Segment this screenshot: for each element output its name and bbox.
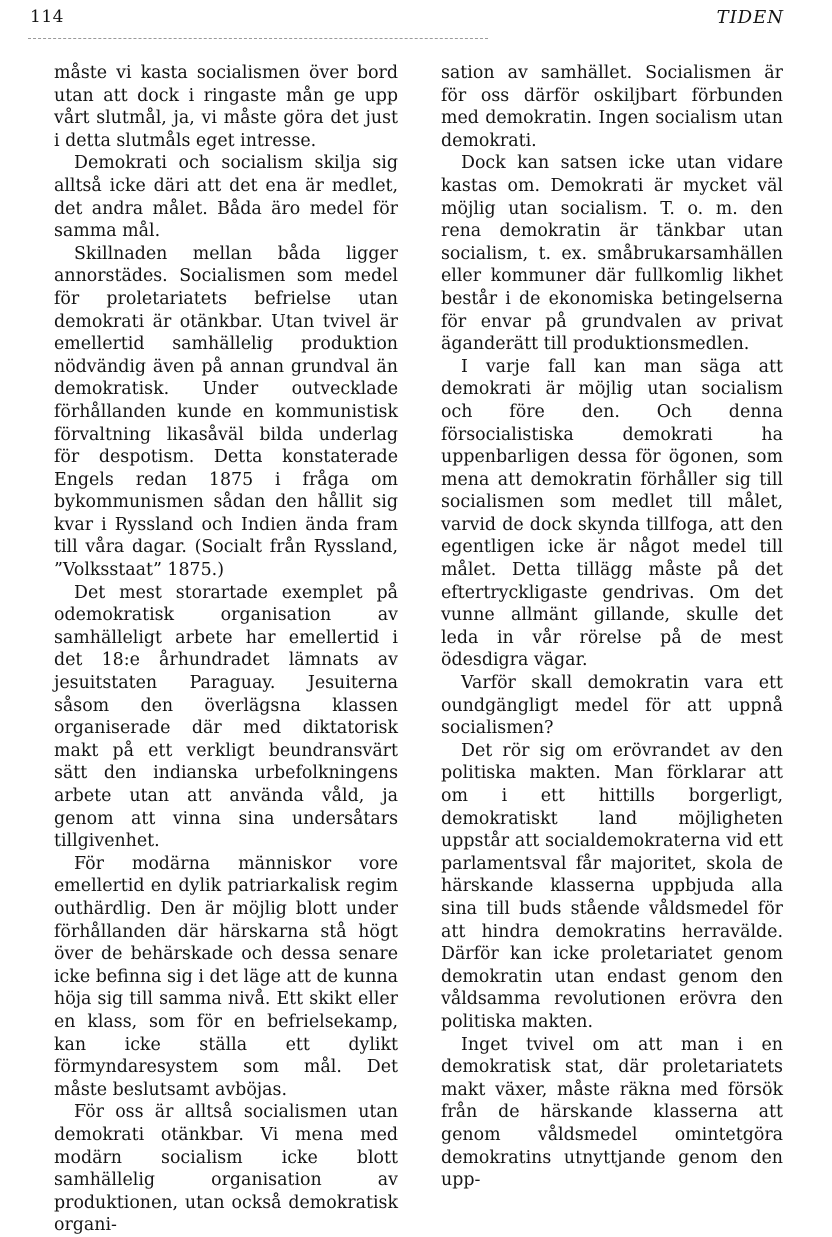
page-number: 114	[30, 7, 64, 27]
paragraph: Dock kan satsen icke utan vidare kastas om. Demokrati är mycket väl möjlig utan socialism. T. o. m. den rena demokratin är tänkbar utan socialism, t. ex. småbrukarsamhällen eller kommuner där fullkomlig likhet består i de ekonomiska betingelserna för envar på grundvalen av privat äganderätt till produktionsmedlen.	[441, 153, 783, 355]
paragraph: Skillnaden mellan båda ligger annorstädes. Socialismen som medel för proletariatets befrielse utan demokrati är otänkbar. Utan tvivel är emellertid samhällelig produktion nödvändig även på annan grundval än demokratisk. Under outvecklade förhållanden kunde en kommunistisk förvaltning likasåväl bilda underlag för despotism. Detta konstaterade Engels redan 1875 i fråga om bykommunismen sådan den hållit sig kvar i Ryssland och Indien ända fram till våra dagar. (Socialt från Ryssland, ”Volksstaat” 1875.)	[54, 243, 398, 581]
paragraph: Demokrati och socialism skilja sig alltså icke däri att det ena är medlet, det andra målet. Båda äro medel för samma mål.	[54, 153, 398, 242]
paragraph: måste vi kasta socialismen över bord utan att dock i ringaste mån ge upp vårt slutmål, ja, vi måste göra det just i detta slutmåls eget intresse.	[54, 63, 398, 151]
paragraph: Det mest storartade exemplet på odemokratisk organisation av samhälleligt arbete har emellertid i det 18:e århundradet lämnats av jesuitstaten Paraguay. Jesuiterna såsom den överlägsna klassen organiserade där med diktatorisk makt på ett verkligt beundransvärt sätt den indianska urbefolkningens arbete utan att använda våld, ja genom att vinna sina undersåtars tillgivenhet.	[54, 582, 398, 852]
paragraph: sation av samhället. Socialismen är för oss därför oskiljbart förbunden med demokratin. Ingen socialism utan demokrati.	[441, 63, 783, 151]
header-rule	[28, 38, 488, 39]
left-column	[54, 62, 398, 1237]
paragraph: För modärna människor vore emellertid en dylik patriarkalisk regim outhärdlig. Den är möjlig blott under förhållanden där härskarna stå högt över de behärskade och dessa senare icke befinna sig i det läge att de kunna höja sig till samma nivå. Ett skikt eller en klass, som för en befrielsekamp, kan icke ställa ett dylikt förmyndaresystem som mål. Det måste beslutsamt avböjas.	[54, 853, 398, 1100]
journal-title: TIDEN	[716, 7, 784, 28]
paragraph: Inget tvivel om att man i en demokratisk stat, där proletariatets makt växer, måste räkna med försök från de härskande klasserna att genom våldsmedel omintetgöra demokratins utnyttjande genom den upp-	[441, 1034, 783, 1191]
right-column	[441, 62, 783, 1192]
paragraph: Det rör sig om erövrandet av den politiska makten. Man förklarar att om i ett hittills borgerligt, demokratiskt land möjligheten uppstår att socialdemokraterna vid ett parlamentsval får majoritet, skola de härskande klasserna uppbjuda alla sina till buds stående våldsmedel för att hindra demokratins herravälde. Därför kan icke proletariatet genom demokratin utan endast genom den våldsamma revolutionen erövra den politiska makten.	[441, 740, 783, 1032]
paragraph: För oss är alltså socialismen utan demokrati otänkbar. Vi mena med modärn socialism icke blott samhällelig organisation av produktionen, utan också demokratisk organi-	[54, 1102, 398, 1236]
paragraph: Varför skall demokratin vara ett oundgängligt medel för att uppnå socialismen?	[441, 673, 783, 739]
paragraph: I varje fall kan man säga att demokrati är möjlig utan socialism och före den. Och denna försocialistiska demokrati ha uppenbarligen dessa för ögonen, som mena att demokratin förhåller sig till socialismen som medlet till målet, varvid de dock skynda tillfoga, att den egentligen icke är något medel till målet. Detta tillägg måste på det eftertryckligaste gendrivas. Om det vunne allmänt gillande, skulle det leda in vår rörelse på de mest ödesdigra vägar.	[441, 356, 783, 671]
page-header	[0, 0, 832, 44]
